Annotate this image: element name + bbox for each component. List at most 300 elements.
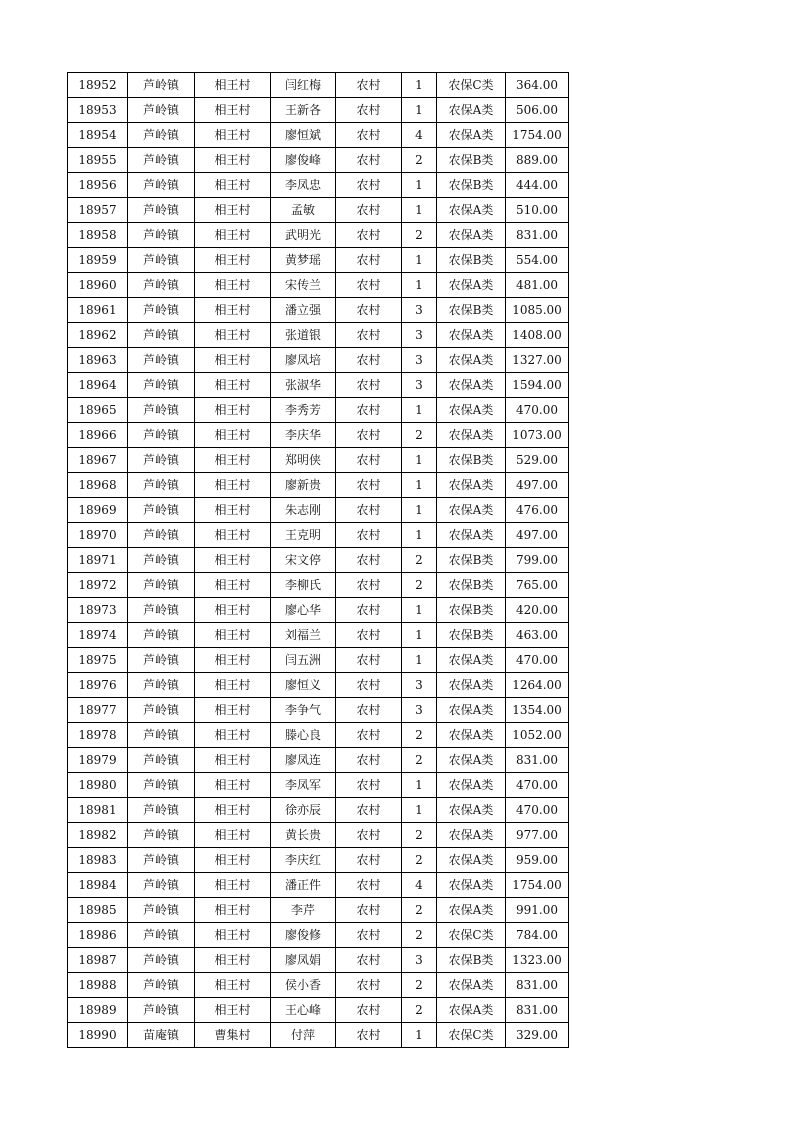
village-cell: 相王村: [195, 473, 271, 498]
household-type-cell: 农村: [336, 348, 402, 373]
table-row: [68, 898, 569, 923]
table-row: [68, 523, 569, 548]
person-name-cell: 朱志刚: [271, 498, 336, 523]
village-cell: 相王村: [195, 798, 271, 823]
member-count-cell: 2: [402, 823, 437, 848]
category-cell: 农保A类: [437, 373, 506, 398]
member-count-cell: 3: [402, 298, 437, 323]
serial-number-cell: 18960: [68, 273, 128, 298]
category-cell: 农保A类: [437, 748, 506, 773]
household-type-cell: 农村: [336, 548, 402, 573]
category-cell: 农保A类: [437, 698, 506, 723]
table-row: [68, 123, 569, 148]
category-cell: 农保B类: [437, 448, 506, 473]
table-row: [68, 73, 569, 98]
amount-cell: 1594.00: [506, 373, 569, 398]
category-cell: 农保B类: [437, 248, 506, 273]
category-cell: 农保A类: [437, 123, 506, 148]
town-cell: 芦岭镇: [128, 498, 195, 523]
person-name-cell: 李秀芳: [271, 398, 336, 423]
serial-number-cell: 18962: [68, 323, 128, 348]
person-name-cell: 郑明侠: [271, 448, 336, 473]
category-cell: 农保B类: [437, 598, 506, 623]
table-row: [68, 498, 569, 523]
household-type-cell: 农村: [336, 498, 402, 523]
serial-number-cell: 18980: [68, 773, 128, 798]
village-cell: 相王村: [195, 948, 271, 973]
table-row: [68, 723, 569, 748]
serial-number-cell: 18967: [68, 448, 128, 473]
village-cell: 相王村: [195, 923, 271, 948]
town-cell: 芦岭镇: [128, 198, 195, 223]
town-cell: 芦岭镇: [128, 973, 195, 998]
household-type-cell: 农村: [336, 998, 402, 1023]
person-name-cell: 付萍: [271, 1023, 336, 1048]
town-cell: 芦岭镇: [128, 848, 195, 873]
serial-number-cell: 18964: [68, 373, 128, 398]
town-cell: 芦岭镇: [128, 273, 195, 298]
amount-cell: 1073.00: [506, 423, 569, 448]
serial-number-cell: 18988: [68, 973, 128, 998]
member-count-cell: 3: [402, 698, 437, 723]
amount-cell: 1754.00: [506, 123, 569, 148]
village-cell: 相王村: [195, 523, 271, 548]
village-cell: 相王村: [195, 323, 271, 348]
amount-cell: 1408.00: [506, 323, 569, 348]
amount-cell: 510.00: [506, 198, 569, 223]
serial-number-cell: 18969: [68, 498, 128, 523]
serial-number-cell: 18975: [68, 648, 128, 673]
member-count-cell: 1: [402, 798, 437, 823]
household-type-cell: 农村: [336, 73, 402, 98]
category-cell: 农保B类: [437, 948, 506, 973]
person-name-cell: 孟敏: [271, 198, 336, 223]
person-name-cell: 刘福兰: [271, 623, 336, 648]
town-cell: 芦岭镇: [128, 473, 195, 498]
village-cell: 相王村: [195, 273, 271, 298]
town-cell: 芦岭镇: [128, 323, 195, 348]
person-name-cell: 廖俊修: [271, 923, 336, 948]
person-name-cell: 张道银: [271, 323, 336, 348]
table-row: [68, 223, 569, 248]
table-row: [68, 548, 569, 573]
member-count-cell: 1: [402, 648, 437, 673]
person-name-cell: 廖凤连: [271, 748, 336, 773]
member-count-cell: 1: [402, 623, 437, 648]
member-count-cell: 2: [402, 423, 437, 448]
village-cell: 相王村: [195, 73, 271, 98]
household-type-cell: 农村: [336, 248, 402, 273]
amount-cell: 799.00: [506, 548, 569, 573]
amount-cell: 470.00: [506, 798, 569, 823]
town-cell: 芦岭镇: [128, 823, 195, 848]
town-cell: 芦岭镇: [128, 598, 195, 623]
person-name-cell: 李庆华: [271, 423, 336, 448]
village-cell: 曹集村: [195, 1023, 271, 1048]
person-name-cell: 宋文停: [271, 548, 336, 573]
person-name-cell: 宋传兰: [271, 273, 336, 298]
town-cell: 苗庵镇: [128, 1023, 195, 1048]
member-count-cell: 2: [402, 998, 437, 1023]
member-count-cell: 1: [402, 73, 437, 98]
amount-cell: 364.00: [506, 73, 569, 98]
person-name-cell: 李争气: [271, 698, 336, 723]
village-cell: 相王村: [195, 123, 271, 148]
amount-cell: 329.00: [506, 1023, 569, 1048]
amount-cell: 481.00: [506, 273, 569, 298]
serial-number-cell: 18965: [68, 398, 128, 423]
serial-number-cell: 18968: [68, 473, 128, 498]
category-cell: 农保A类: [437, 673, 506, 698]
category-cell: 农保A类: [437, 898, 506, 923]
table-row: [68, 798, 569, 823]
amount-cell: 1052.00: [506, 723, 569, 748]
amount-cell: 1754.00: [506, 873, 569, 898]
household-type-cell: 农村: [336, 873, 402, 898]
village-cell: 相王村: [195, 198, 271, 223]
category-cell: 农保A类: [437, 98, 506, 123]
member-count-cell: 1: [402, 498, 437, 523]
category-cell: 农保A类: [437, 973, 506, 998]
table-row: [68, 273, 569, 298]
person-name-cell: 武明光: [271, 223, 336, 248]
village-cell: 相王村: [195, 873, 271, 898]
category-cell: 农保B类: [437, 623, 506, 648]
village-cell: 相王村: [195, 573, 271, 598]
member-count-cell: 1: [402, 248, 437, 273]
village-cell: 相王村: [195, 298, 271, 323]
category-cell: 农保A类: [437, 998, 506, 1023]
village-cell: 相王村: [195, 173, 271, 198]
serial-number-cell: 18982: [68, 823, 128, 848]
village-cell: 相王村: [195, 248, 271, 273]
town-cell: 芦岭镇: [128, 223, 195, 248]
member-count-cell: 1: [402, 773, 437, 798]
category-cell: 农保B类: [437, 298, 506, 323]
category-cell: 农保B类: [437, 548, 506, 573]
member-count-cell: 1: [402, 598, 437, 623]
member-count-cell: 1: [402, 523, 437, 548]
serial-number-cell: 18983: [68, 848, 128, 873]
amount-cell: 497.00: [506, 523, 569, 548]
member-count-cell: 2: [402, 223, 437, 248]
person-name-cell: 黄长贵: [271, 823, 336, 848]
town-cell: 芦岭镇: [128, 948, 195, 973]
person-name-cell: 黄梦瑶: [271, 248, 336, 273]
serial-number-cell: 18956: [68, 173, 128, 198]
table-row: [68, 673, 569, 698]
table-row: [68, 573, 569, 598]
serial-number-cell: 18970: [68, 523, 128, 548]
household-type-cell: 农村: [336, 773, 402, 798]
member-count-cell: 1: [402, 173, 437, 198]
amount-cell: 1085.00: [506, 298, 569, 323]
town-cell: 芦岭镇: [128, 748, 195, 773]
table-row: [68, 298, 569, 323]
village-cell: 相王村: [195, 748, 271, 773]
person-name-cell: 滕心良: [271, 723, 336, 748]
town-cell: 芦岭镇: [128, 373, 195, 398]
table-row: [68, 623, 569, 648]
member-count-cell: 4: [402, 123, 437, 148]
household-type-cell: 农村: [336, 373, 402, 398]
person-name-cell: 廖俊峰: [271, 148, 336, 173]
member-count-cell: 2: [402, 148, 437, 173]
amount-cell: 831.00: [506, 973, 569, 998]
serial-number-cell: 18957: [68, 198, 128, 223]
amount-cell: 476.00: [506, 498, 569, 523]
amount-cell: 889.00: [506, 148, 569, 173]
person-name-cell: 张淑华: [271, 373, 336, 398]
amount-cell: 784.00: [506, 923, 569, 948]
person-name-cell: 王新各: [271, 98, 336, 123]
category-cell: 农保A类: [437, 873, 506, 898]
household-type-cell: 农村: [336, 223, 402, 248]
roster-body: [68, 73, 569, 1048]
person-name-cell: 闫五洲: [271, 648, 336, 673]
serial-number-cell: 18978: [68, 723, 128, 748]
person-name-cell: 李凤忠: [271, 173, 336, 198]
category-cell: 农保A类: [437, 823, 506, 848]
town-cell: 芦岭镇: [128, 523, 195, 548]
serial-number-cell: 18972: [68, 573, 128, 598]
town-cell: 芦岭镇: [128, 248, 195, 273]
town-cell: 芦岭镇: [128, 873, 195, 898]
amount-cell: 506.00: [506, 98, 569, 123]
household-type-cell: 农村: [336, 273, 402, 298]
serial-number-cell: 18971: [68, 548, 128, 573]
village-cell: 相王村: [195, 973, 271, 998]
village-cell: 相王村: [195, 773, 271, 798]
category-cell: 农保A类: [437, 223, 506, 248]
member-count-cell: 1: [402, 398, 437, 423]
household-type-cell: 农村: [336, 898, 402, 923]
town-cell: 芦岭镇: [128, 898, 195, 923]
category-cell: 农保A类: [437, 348, 506, 373]
town-cell: 芦岭镇: [128, 73, 195, 98]
table-row: [68, 973, 569, 998]
serial-number-cell: 18990: [68, 1023, 128, 1048]
member-count-cell: 2: [402, 923, 437, 948]
village-cell: 相王村: [195, 148, 271, 173]
table-row: [68, 248, 569, 273]
table-row: [68, 473, 569, 498]
member-count-cell: 1: [402, 1023, 437, 1048]
town-cell: 芦岭镇: [128, 98, 195, 123]
member-count-cell: 3: [402, 948, 437, 973]
town-cell: 芦岭镇: [128, 398, 195, 423]
category-cell: 农保A类: [437, 798, 506, 823]
serial-number-cell: 18976: [68, 673, 128, 698]
amount-cell: 831.00: [506, 223, 569, 248]
person-name-cell: 李庆红: [271, 848, 336, 873]
roster-table: [67, 72, 569, 1048]
town-cell: 芦岭镇: [128, 998, 195, 1023]
town-cell: 芦岭镇: [128, 623, 195, 648]
town-cell: 芦岭镇: [128, 548, 195, 573]
category-cell: 农保C类: [437, 923, 506, 948]
village-cell: 相王村: [195, 823, 271, 848]
serial-number-cell: 18954: [68, 123, 128, 148]
person-name-cell: 侯小香: [271, 973, 336, 998]
table-row: [68, 998, 569, 1023]
town-cell: 芦岭镇: [128, 673, 195, 698]
serial-number-cell: 18959: [68, 248, 128, 273]
household-type-cell: 农村: [336, 798, 402, 823]
table-row: [68, 648, 569, 673]
household-type-cell: 农村: [336, 298, 402, 323]
amount-cell: 991.00: [506, 898, 569, 923]
village-cell: 相王村: [195, 598, 271, 623]
member-count-cell: 4: [402, 873, 437, 898]
person-name-cell: 王心峰: [271, 998, 336, 1023]
town-cell: 芦岭镇: [128, 698, 195, 723]
amount-cell: 529.00: [506, 448, 569, 473]
amount-cell: 470.00: [506, 648, 569, 673]
amount-cell: 1354.00: [506, 698, 569, 723]
table-row: [68, 348, 569, 373]
member-count-cell: 2: [402, 898, 437, 923]
town-cell: 芦岭镇: [128, 648, 195, 673]
category-cell: 农保A类: [437, 498, 506, 523]
person-name-cell: 廖凤娟: [271, 948, 336, 973]
table-row: [68, 198, 569, 223]
person-name-cell: 廖心华: [271, 598, 336, 623]
serial-number-cell: 18989: [68, 998, 128, 1023]
category-cell: 农保B类: [437, 173, 506, 198]
category-cell: 农保B类: [437, 148, 506, 173]
serial-number-cell: 18963: [68, 348, 128, 373]
table-row: [68, 148, 569, 173]
person-name-cell: 廖恒义: [271, 673, 336, 698]
town-cell: 芦岭镇: [128, 573, 195, 598]
person-name-cell: 李芹: [271, 898, 336, 923]
category-cell: 农保C类: [437, 1023, 506, 1048]
table-row: [68, 848, 569, 873]
serial-number-cell: 18973: [68, 598, 128, 623]
category-cell: 农保C类: [437, 73, 506, 98]
serial-number-cell: 18977: [68, 698, 128, 723]
category-cell: 农保A类: [437, 848, 506, 873]
household-type-cell: 农村: [336, 398, 402, 423]
table-row: [68, 923, 569, 948]
table-row: [68, 173, 569, 198]
household-type-cell: 农村: [336, 673, 402, 698]
table-row: [68, 873, 569, 898]
village-cell: 相王村: [195, 448, 271, 473]
village-cell: 相王村: [195, 698, 271, 723]
person-name-cell: 潘正件: [271, 873, 336, 898]
village-cell: 相王村: [195, 648, 271, 673]
member-count-cell: 2: [402, 548, 437, 573]
amount-cell: 1327.00: [506, 348, 569, 373]
serial-number-cell: 18974: [68, 623, 128, 648]
member-count-cell: 3: [402, 673, 437, 698]
person-name-cell: 李柳氏: [271, 573, 336, 598]
person-name-cell: 闫红梅: [271, 73, 336, 98]
table-row: [68, 323, 569, 348]
amount-cell: 420.00: [506, 598, 569, 623]
member-count-cell: 1: [402, 273, 437, 298]
member-count-cell: 2: [402, 748, 437, 773]
table-row: [68, 748, 569, 773]
village-cell: 相王村: [195, 723, 271, 748]
table-row: [68, 98, 569, 123]
village-cell: 相王村: [195, 998, 271, 1023]
serial-number-cell: 18981: [68, 798, 128, 823]
household-type-cell: 农村: [336, 523, 402, 548]
member-count-cell: 3: [402, 348, 437, 373]
town-cell: 芦岭镇: [128, 173, 195, 198]
category-cell: 农保A类: [437, 398, 506, 423]
household-type-cell: 农村: [336, 598, 402, 623]
table-row: [68, 698, 569, 723]
table-row: [68, 773, 569, 798]
town-cell: 芦岭镇: [128, 773, 195, 798]
category-cell: 农保A类: [437, 273, 506, 298]
category-cell: 农保B类: [437, 573, 506, 598]
household-type-cell: 农村: [336, 648, 402, 673]
amount-cell: 977.00: [506, 823, 569, 848]
town-cell: 芦岭镇: [128, 348, 195, 373]
serial-number-cell: 18953: [68, 98, 128, 123]
serial-number-cell: 18955: [68, 148, 128, 173]
amount-cell: 444.00: [506, 173, 569, 198]
serial-number-cell: 18984: [68, 873, 128, 898]
household-type-cell: 农村: [336, 98, 402, 123]
serial-number-cell: 18958: [68, 223, 128, 248]
household-type-cell: 农村: [336, 473, 402, 498]
member-count-cell: 2: [402, 723, 437, 748]
category-cell: 农保A类: [437, 648, 506, 673]
amount-cell: 1264.00: [506, 673, 569, 698]
household-type-cell: 农村: [336, 748, 402, 773]
amount-cell: 765.00: [506, 573, 569, 598]
household-type-cell: 农村: [336, 623, 402, 648]
village-cell: 相王村: [195, 498, 271, 523]
household-type-cell: 农村: [336, 173, 402, 198]
village-cell: 相王村: [195, 673, 271, 698]
table-row: [68, 823, 569, 848]
category-cell: 农保A类: [437, 198, 506, 223]
person-name-cell: 李凤军: [271, 773, 336, 798]
village-cell: 相王村: [195, 223, 271, 248]
serial-number-cell: 18961: [68, 298, 128, 323]
village-cell: 相王村: [195, 373, 271, 398]
town-cell: 芦岭镇: [128, 923, 195, 948]
town-cell: 芦岭镇: [128, 423, 195, 448]
serial-number-cell: 18966: [68, 423, 128, 448]
household-type-cell: 农村: [336, 923, 402, 948]
category-cell: 农保A类: [437, 473, 506, 498]
table-row: [68, 423, 569, 448]
village-cell: 相王村: [195, 848, 271, 873]
category-cell: 农保A类: [437, 423, 506, 448]
village-cell: 相王村: [195, 623, 271, 648]
household-type-cell: 农村: [336, 198, 402, 223]
town-cell: 芦岭镇: [128, 298, 195, 323]
person-name-cell: 潘立强: [271, 298, 336, 323]
amount-cell: 463.00: [506, 623, 569, 648]
village-cell: 相王村: [195, 348, 271, 373]
household-type-cell: 农村: [336, 848, 402, 873]
person-name-cell: 徐亦辰: [271, 798, 336, 823]
town-cell: 芦岭镇: [128, 798, 195, 823]
serial-number-cell: 18987: [68, 948, 128, 973]
village-cell: 相王村: [195, 398, 271, 423]
serial-number-cell: 18979: [68, 748, 128, 773]
category-cell: 农保A类: [437, 523, 506, 548]
